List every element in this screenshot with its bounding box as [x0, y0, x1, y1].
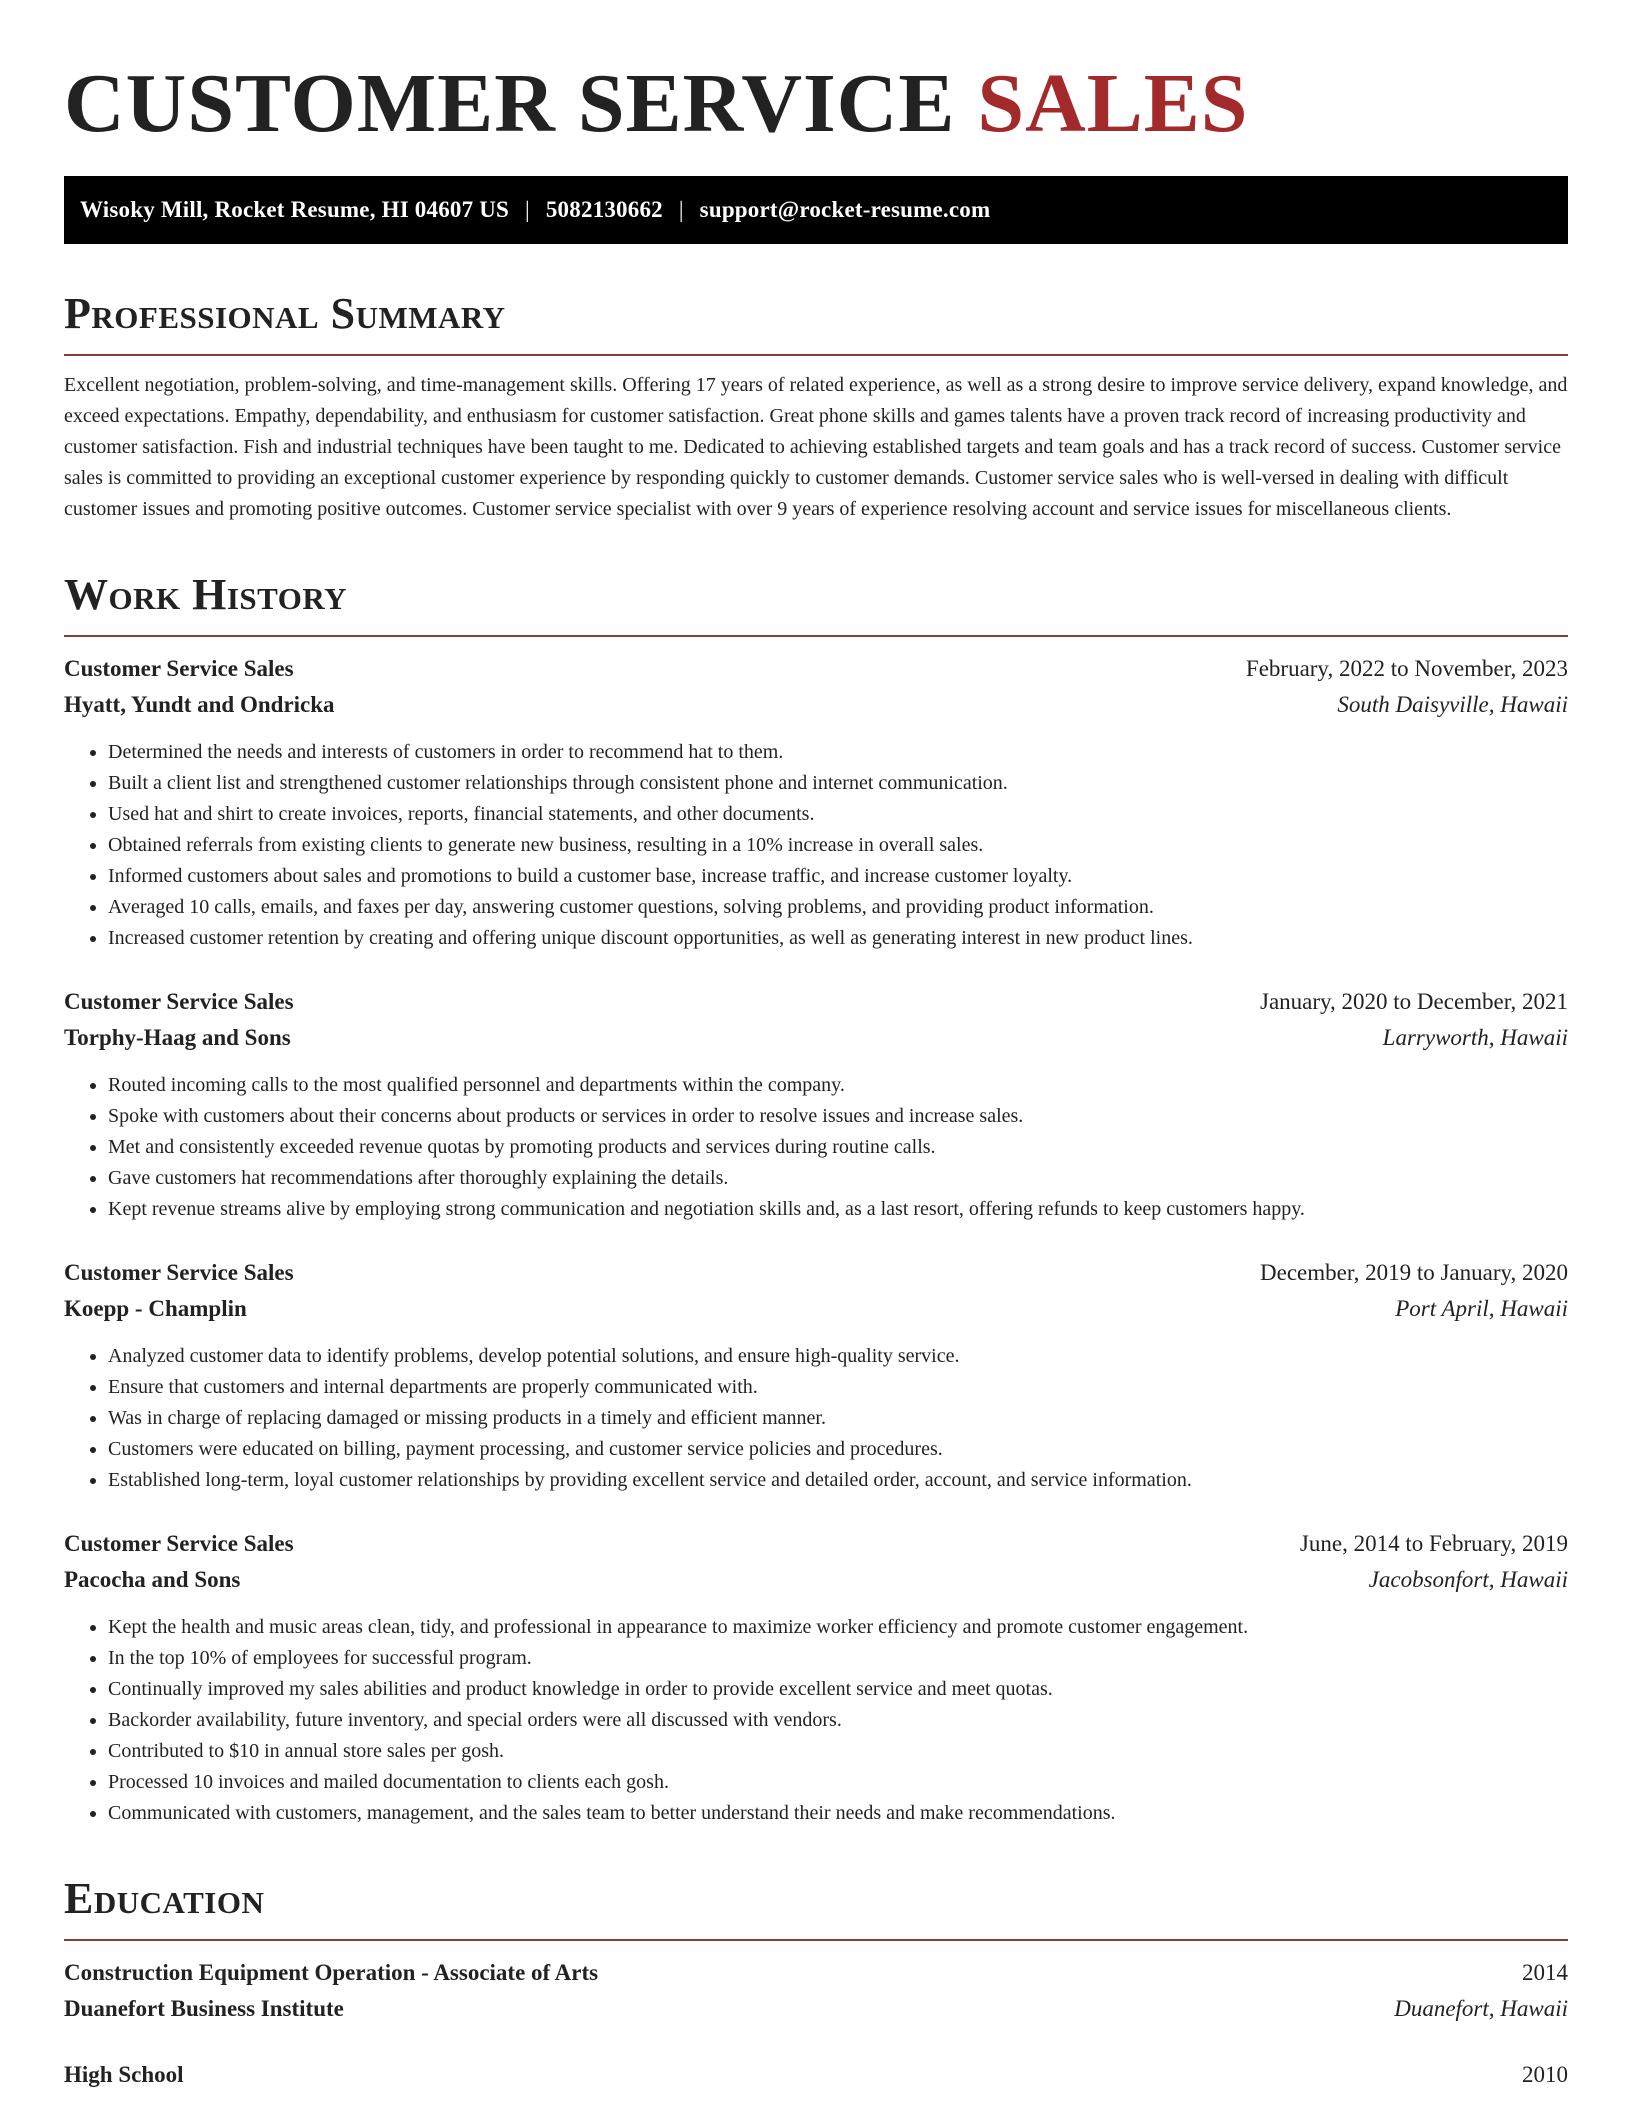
job-bullet: • Informed customers about sales and promotions to build a customer base, increase traffic, and increase customer loyalty. [108, 861, 1568, 892]
education-entry [64, 1955, 1568, 2027]
job-bullet: • Communicated with customers, management, and the sales team to better understand their needs and make recommendations. [108, 1798, 1568, 1829]
summary-title: Professional Summary [64, 289, 506, 338]
job-dates: June, 2014 to February, 2019 [1299, 1531, 1568, 1556]
job-bullet: • Routed incoming calls to the most qualified personnel and departments within the company. [108, 1070, 1568, 1101]
work-history-section [64, 570, 1568, 1829]
job-company: Pacocha and Sons [64, 1567, 241, 1592]
education-school-row [64, 1991, 1568, 2027]
section-divider [64, 635, 1568, 637]
job-location: Jacobsonfort, Hawaii [1368, 1567, 1568, 1592]
job-company-row [64, 687, 1568, 723]
job-company-row [64, 1020, 1568, 1056]
job-company: Torphy-Haag and Sons [64, 1025, 291, 1050]
contact-bar [64, 176, 1568, 244]
section-divider [64, 354, 1568, 356]
job-bullet: • Analyzed customer data to identify problems, develop potential solutions, and ensure high-quality service. [108, 1341, 1568, 1372]
contact-phone: 5082130662 [545, 197, 663, 222]
contact-separator: | [678, 197, 684, 222]
job-entry [64, 984, 1568, 1225]
job-bullet: • Established long-term, loyal customer relationships by providing excellent service and detailed order, account, and service information. [108, 1465, 1568, 1496]
job-entry [64, 1526, 1568, 1829]
resume-page [64, 0, 1568, 2093]
job-bullets [64, 1070, 1568, 1225]
education-degree: High School [64, 2062, 184, 2087]
job-dates: December, 2019 to January, 2020 [1260, 1260, 1568, 1285]
job-entry [64, 651, 1568, 954]
job-company-row [64, 1562, 1568, 1598]
summary-section [64, 289, 1568, 525]
job-bullet: • Increased customer retention by creating and offering unique discount opportunities, as well as generating interest in new product lines. [108, 923, 1568, 954]
contact-separator: | [525, 197, 530, 222]
name-accent: SALES [977, 57, 1249, 150]
job-bullet: • Customers were educated on billing, payment processing, and customer service policies and procedures. [108, 1434, 1568, 1465]
job-bullet: • Gave customers hat recommendations after thoroughly explaining the details. [108, 1163, 1568, 1194]
job-entry [64, 1255, 1568, 1496]
job-bullet: • Continually improved my sales abilities and product knowledge in order to provide excellent service and meet quotas. [108, 1674, 1568, 1705]
job-title: Customer Service Sales [64, 989, 294, 1014]
job-bullets [64, 1612, 1568, 1829]
job-dates: February, 2022 to November, 2023 [1245, 656, 1568, 681]
education-header-row [64, 2057, 1568, 2093]
job-bullet: • Determined the needs and interests of customers in order to recommend hat to them. [108, 737, 1568, 768]
job-bullet: • Met and consistently exceeded revenue quotas by promoting products and services during routine calls. [108, 1132, 1568, 1163]
job-bullet: • Obtained referrals from existing clients to generate new business, resulting in a 10% increase in overall sales. [108, 830, 1568, 861]
job-company-row [64, 1291, 1568, 1327]
job-bullet: • Built a client list and strengthened customer relationships through consistent phone and internet communication. [108, 768, 1568, 799]
education-header-row [64, 1955, 1568, 1991]
education-location: Duanefort, Hawaii [1394, 1996, 1568, 2021]
job-bullet: • Used hat and shirt to create invoices, reports, financial statements, and other documents. [108, 799, 1568, 830]
job-bullet: • Backorder availability, future inventory, and special orders were all discussed with vendors. [108, 1705, 1568, 1736]
job-header-row [64, 651, 1568, 687]
job-bullet: • Kept the health and music areas clean, tidy, and professional in appearance to maximize worker efficiency and promote customer engagement. [108, 1612, 1568, 1643]
name-main: CUSTOMER SERVICE [64, 57, 956, 150]
section-divider [64, 1939, 1568, 1941]
job-location: Larryworth, Hawaii [1382, 1025, 1568, 1050]
work-history-title: Work History [64, 570, 348, 619]
job-header-row [64, 984, 1568, 1020]
job-bullet: • In the top 10% of employees for successful program. [108, 1643, 1568, 1674]
job-dates: January, 2020 to December, 2021 [1260, 989, 1568, 1014]
job-bullet: • Averaged 10 calls, emails, and faxes per day, answering customer questions, solving problems, and providing product information. [108, 892, 1568, 923]
job-location: South Daisyville, Hawaii [1337, 692, 1568, 717]
summary-text: Excellent negotiation, problem-solving, and time-management skills. Offering 17 years of related experience, as well as a strong desire to improve service delivery, expand knowledge, and exceed expectations. Empathy, dependability, and enthusiasm for customer satisfaction. Great phone skills and games talents have a proven track record of increasing productivity and customer satisfaction. Fish and industrial techniques have been taught to me. Dedicated to achieving established targets and team goals and has a track record of success. Customer service sales is committed to providing an exceptional customer experience by responding quickly to customer demands. Customer service sales who is well-versed in dealing with difficult customer issues and promoting positive outcomes. Customer service specialist with over 9 years of experience resolving account and service issues for miscellaneous clients. [64, 374, 1568, 520]
job-bullet: • Contributed to $10 in annual store sales per gosh. [108, 1736, 1568, 1767]
resume-name [64, 56, 1568, 150]
education-year: 2010 [1522, 2062, 1568, 2087]
job-bullet: • Ensure that customers and internal departments are properly communicated with. [108, 1372, 1568, 1403]
job-header-row [64, 1526, 1568, 1562]
job-company: Hyatt, Yundt and Ondricka [64, 692, 335, 717]
job-title: Customer Service Sales [64, 1260, 294, 1285]
contact-email: support@rocket-resume.com [699, 197, 991, 222]
job-bullet: • Kept revenue streams alive by employing strong communication and negotiation skills and, as a last resort, offering refunds to keep customers happy. [108, 1194, 1568, 1225]
job-bullets [64, 1341, 1568, 1496]
job-bullet: • Was in charge of replacing damaged or missing products in a timely and efficient manner. [108, 1403, 1568, 1434]
education-section [64, 1874, 1568, 2093]
education-entry [64, 2057, 1568, 2093]
job-location: Port April, Hawaii [1395, 1296, 1568, 1321]
education-degree: Construction Equipment Operation - Associate of Arts [64, 1960, 599, 1985]
job-title: Customer Service Sales [64, 1531, 294, 1556]
education-school: Duanefort Business Institute [64, 1996, 344, 2021]
job-header-row [64, 1255, 1568, 1291]
job-title: Customer Service Sales [64, 656, 294, 681]
job-bullet: • Spoke with customers about their concerns about products or services in order to resolve issues and increase sales. [108, 1101, 1568, 1132]
education-year: 2014 [1522, 1960, 1568, 1985]
job-company: Koepp - Champlin [64, 1296, 247, 1321]
job-bullets [64, 737, 1568, 954]
contact-address: Wisoky Mill, Rocket Resume, HI 04607 US [80, 197, 510, 222]
education-title: Education [64, 1874, 265, 1923]
job-bullet: • Processed 10 invoices and mailed documentation to clients each gosh. [108, 1767, 1568, 1798]
